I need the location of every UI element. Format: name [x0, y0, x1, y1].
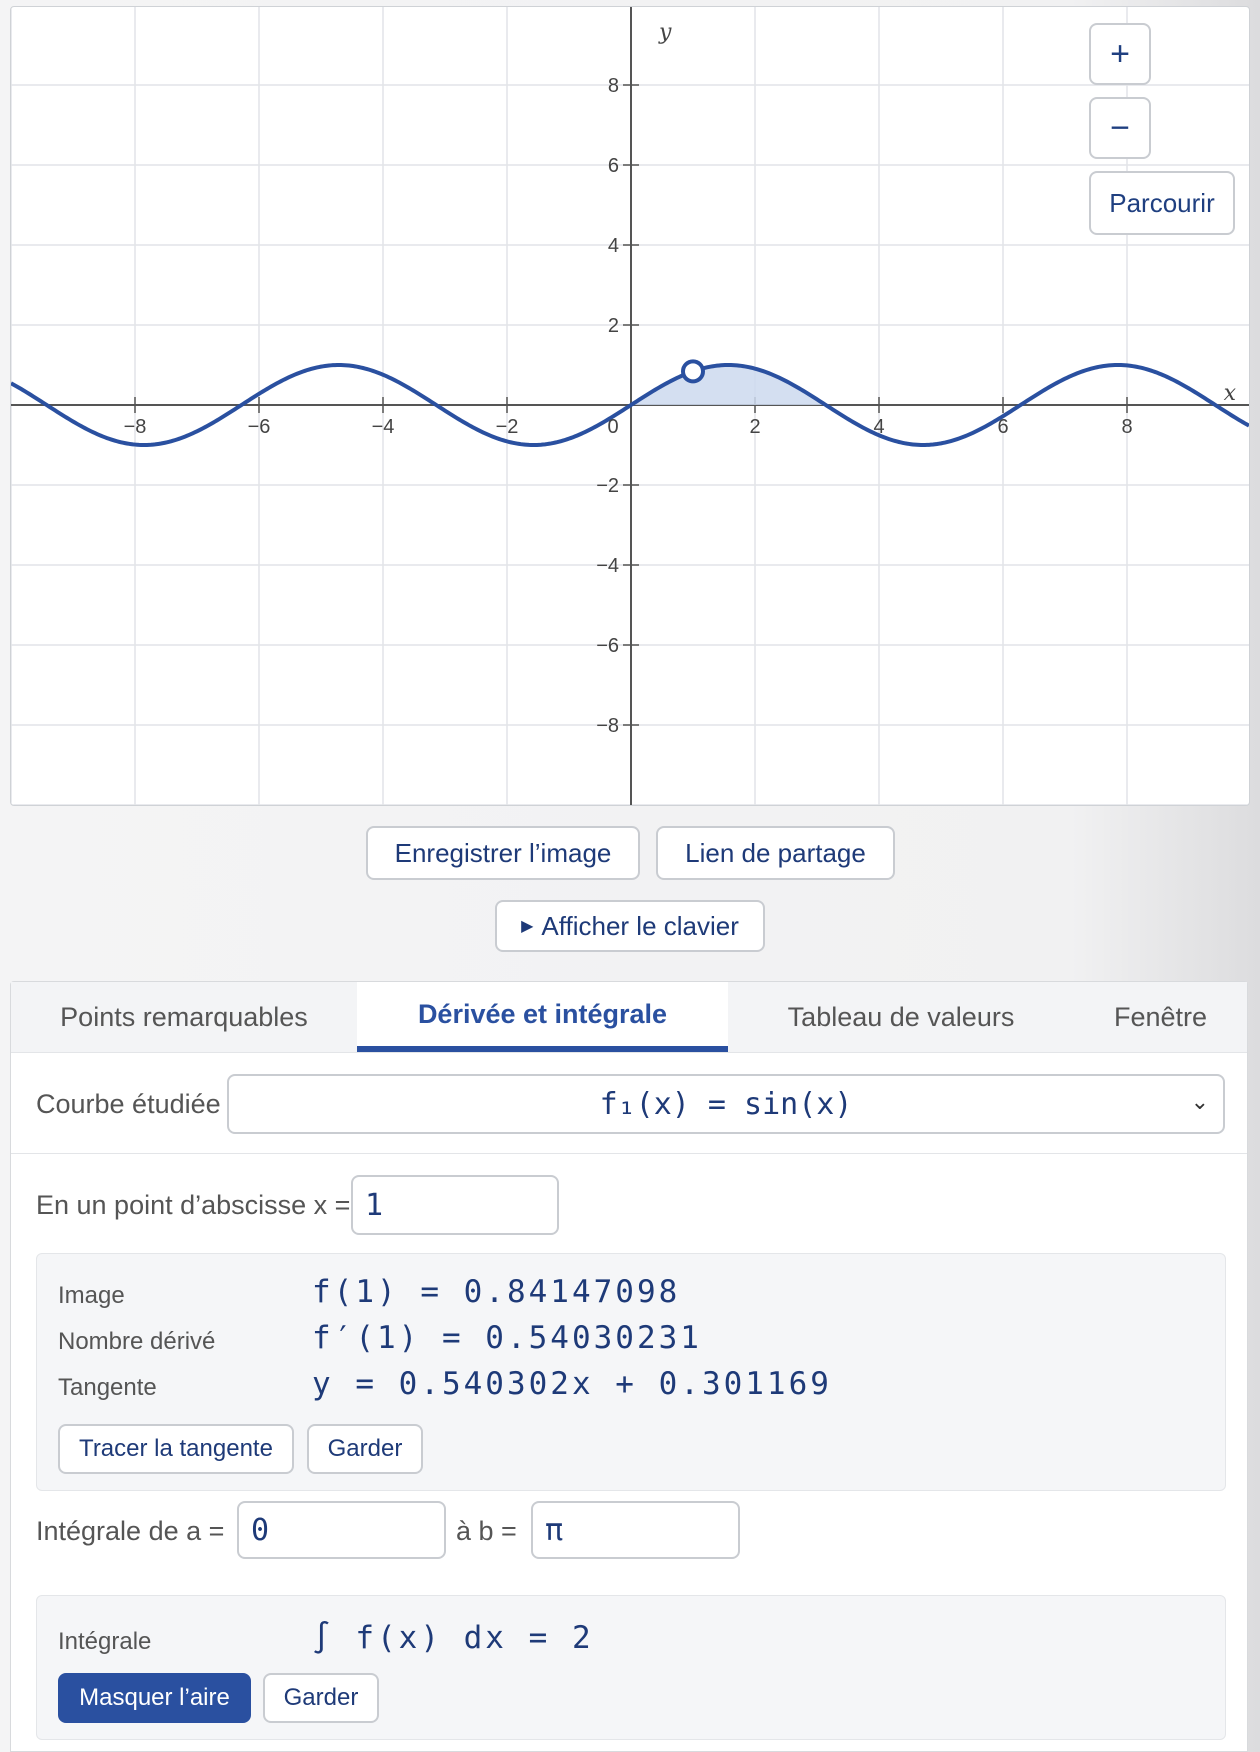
abscissa-input[interactable]: 1 — [351, 1175, 559, 1235]
y-tick-label: 8 — [607, 75, 619, 97]
graph-plot[interactable] — [11, 7, 1249, 805]
x-tick-label: −4 — [371, 416, 395, 438]
integral-b-input[interactable]: π — [531, 1501, 740, 1559]
tangent-point-marker[interactable] — [683, 361, 703, 381]
keep-integral-button[interactable]: Garder — [263, 1673, 379, 1723]
y-tick-label: −8 — [596, 715, 619, 737]
tab-derivee-integrale[interactable]: Dérivée et intégrale — [357, 982, 728, 1052]
zoom-in-button[interactable]: + — [1089, 23, 1151, 85]
chevron-down-icon: ⌄ — [1190, 1090, 1209, 1115]
image-label: Image — [58, 1282, 125, 1309]
y-tick-label: 2 — [607, 315, 619, 337]
integral-b-label: à b = — [456, 1516, 517, 1546]
integral-a-label: Intégrale de a = — [36, 1516, 225, 1546]
save-image-button[interactable]: Enregistrer l’image — [366, 826, 640, 880]
x-tick-label: 0 — [607, 416, 619, 438]
show-keyboard-label: Afficher le clavier — [541, 910, 739, 941]
trace-tangent-button[interactable]: Tracer la tangente — [58, 1424, 294, 1474]
browse-button[interactable]: Parcourir — [1089, 171, 1235, 235]
curve-label: Courbe étudiée — [36, 1089, 221, 1119]
show-keyboard-button[interactable] — [495, 900, 765, 952]
tab-divider — [11, 1052, 1247, 1053]
caret-right-icon: ▶ — [521, 918, 534, 935]
y-tick-label: −4 — [596, 555, 619, 577]
y-axis-label: y — [659, 20, 672, 45]
tangent-equation: y = 0.540302x + 0.301169 — [312, 1366, 832, 1402]
share-link-button[interactable]: Lien de partage — [656, 826, 895, 880]
tab-fenetre[interactable]: Fenêtre — [1074, 982, 1247, 1052]
curve-select-value: f₁(x) = sin(x) — [599, 1086, 853, 1122]
derivative-number-label: Nombre dérivé — [58, 1328, 216, 1355]
point-label: En un point d’abscisse x = — [36, 1190, 351, 1220]
tools-panel — [10, 981, 1248, 1752]
y-tick-label: −6 — [596, 635, 619, 657]
y-tick-label: −2 — [596, 475, 619, 497]
x-tick-label: 6 — [997, 416, 1009, 438]
integral-result-value: ∫ f(x) dx = 2 — [312, 1620, 594, 1656]
keep-tangent-button[interactable]: Garder — [307, 1424, 423, 1474]
curve-select[interactable] — [227, 1074, 1225, 1134]
x-tick-label: −6 — [247, 416, 271, 438]
graph-canvas[interactable] — [10, 6, 1250, 806]
zoom-out-button[interactable]: − — [1089, 97, 1151, 159]
x-tick-label: 2 — [749, 416, 761, 438]
section-divider — [11, 1153, 1247, 1154]
tangent-label: Tangente — [58, 1374, 157, 1401]
x-tick-label: 8 — [1121, 416, 1133, 438]
x-tick-label: 4 — [873, 416, 885, 438]
integral-results-box — [36, 1595, 1226, 1740]
x-tick-label: −2 — [495, 416, 519, 438]
image-value: f(1) = 0.84147098 — [312, 1274, 681, 1310]
integral-a-input[interactable]: 0 — [237, 1501, 446, 1559]
x-axis-label: x — [1223, 381, 1236, 406]
integral-result-label: Intégrale — [58, 1628, 152, 1655]
y-tick-label: 6 — [607, 155, 619, 177]
y-tick-label: 4 — [607, 235, 619, 257]
hide-area-button[interactable]: Masquer l’aire — [58, 1673, 251, 1723]
tab-points-remarquables[interactable]: Points remarquables — [11, 982, 357, 1052]
tab-tableau-valeurs[interactable]: Tableau de valeurs — [728, 982, 1074, 1052]
derivative-results-box — [36, 1253, 1226, 1491]
derivative-number-value: f′(1) = 0.54030231 — [312, 1320, 702, 1356]
x-tick-label: −8 — [123, 416, 147, 438]
